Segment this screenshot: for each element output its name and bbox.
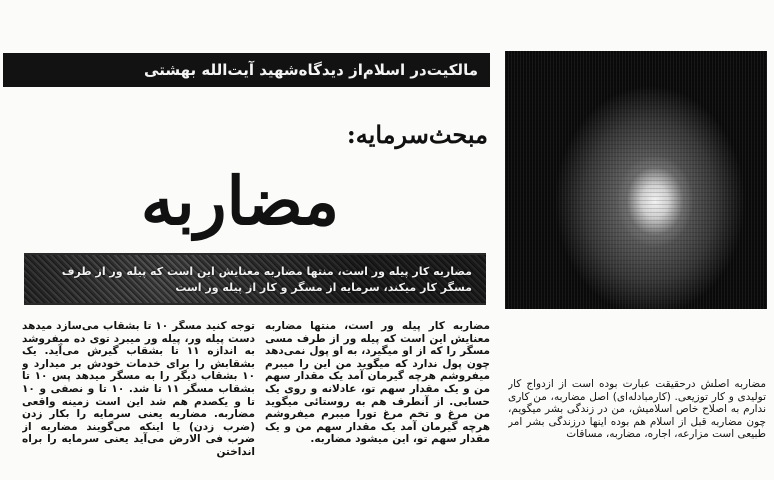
article-column-left: توجه کنید مسگر ۱۰ تا بشقاب می‌سازد میدهد دست پیله ور، پیله ور میبرد توی ده میفروشد به اندازه ۱۱ تا بشقاب گیرش می‌آید. یک بشقابش را برای خدمات خودش بر میدارد و ۱۰ بشقاب دیگر را به مسگر میدهد پس ۱۰ تا بشقاب مسگر ۱۱ تا شد. ۱۰ تا و نصفی و ۱۰ تا و یکصدم هم شد این است زمینه واقعی مضاربه. مضاربه یعنی سرمایه را بکار زدن (ضرب زدن) یا اینکه می‌گویند مضاربه از ضرب فی الارض می‌آید یعنی سرمایه را براه انداختن bbox=[22, 320, 255, 458]
photo-grain bbox=[505, 51, 767, 309]
article-column-right: مضاربه اصلش درحقیقت عبارت بوده است از ازدواج کار تولیدی و کار توزیعی. (کارمبادله‌ای) اصل مضاربه، من کاری ندارم به اصلاح خاص اسلامیش، من در زندگی بشر میگویم، چون مضاربه قبل از اسلام هم بوده اینها درزندگی بشر امر طبیعی است مزارعه، اجاره، مضاربه، مساقات bbox=[508, 378, 766, 441]
article-column-middle: مضاربه کار پیله ور است، منتها مضاربه معنایش این است که پیله ور از طرف مسی مسگر را که از او میگیرد، به او پول نمی‌دهد چون پول ندارد که میگوید من این را میبرم میفروشم هرچه گیرمان آمد یک مقدار سهم من و یک مقدار سهم تو، عادلانه و روی یک حسابی. از آنطرف هم به روستائی میگوید من مرغ و تخم مرغ تورا میبرم میفروشم هرچه گیرمان آمد یک مقدار سهم من و یک مقدار سهم تو، این میشود مضاربه. bbox=[265, 320, 490, 446]
portrait-photo bbox=[505, 51, 767, 309]
banner-title: مالکیت‌در اسلام‌از دیدگاه‌شهید آیت‌الله بهشتی bbox=[144, 61, 478, 79]
subhead-text: مضاربه کار پیله ور است، منتها مضاربه معنایش این است که پیله ور از طرف مسگر کار میکند، سرمایه از مسگر و کار از پیله ور است bbox=[61, 265, 472, 294]
headline: مضاربه bbox=[140, 162, 340, 240]
subhead-strip bbox=[24, 253, 486, 305]
section-kicker: مبحث‌سرمایه: bbox=[346, 120, 488, 149]
series-banner bbox=[3, 53, 490, 87]
